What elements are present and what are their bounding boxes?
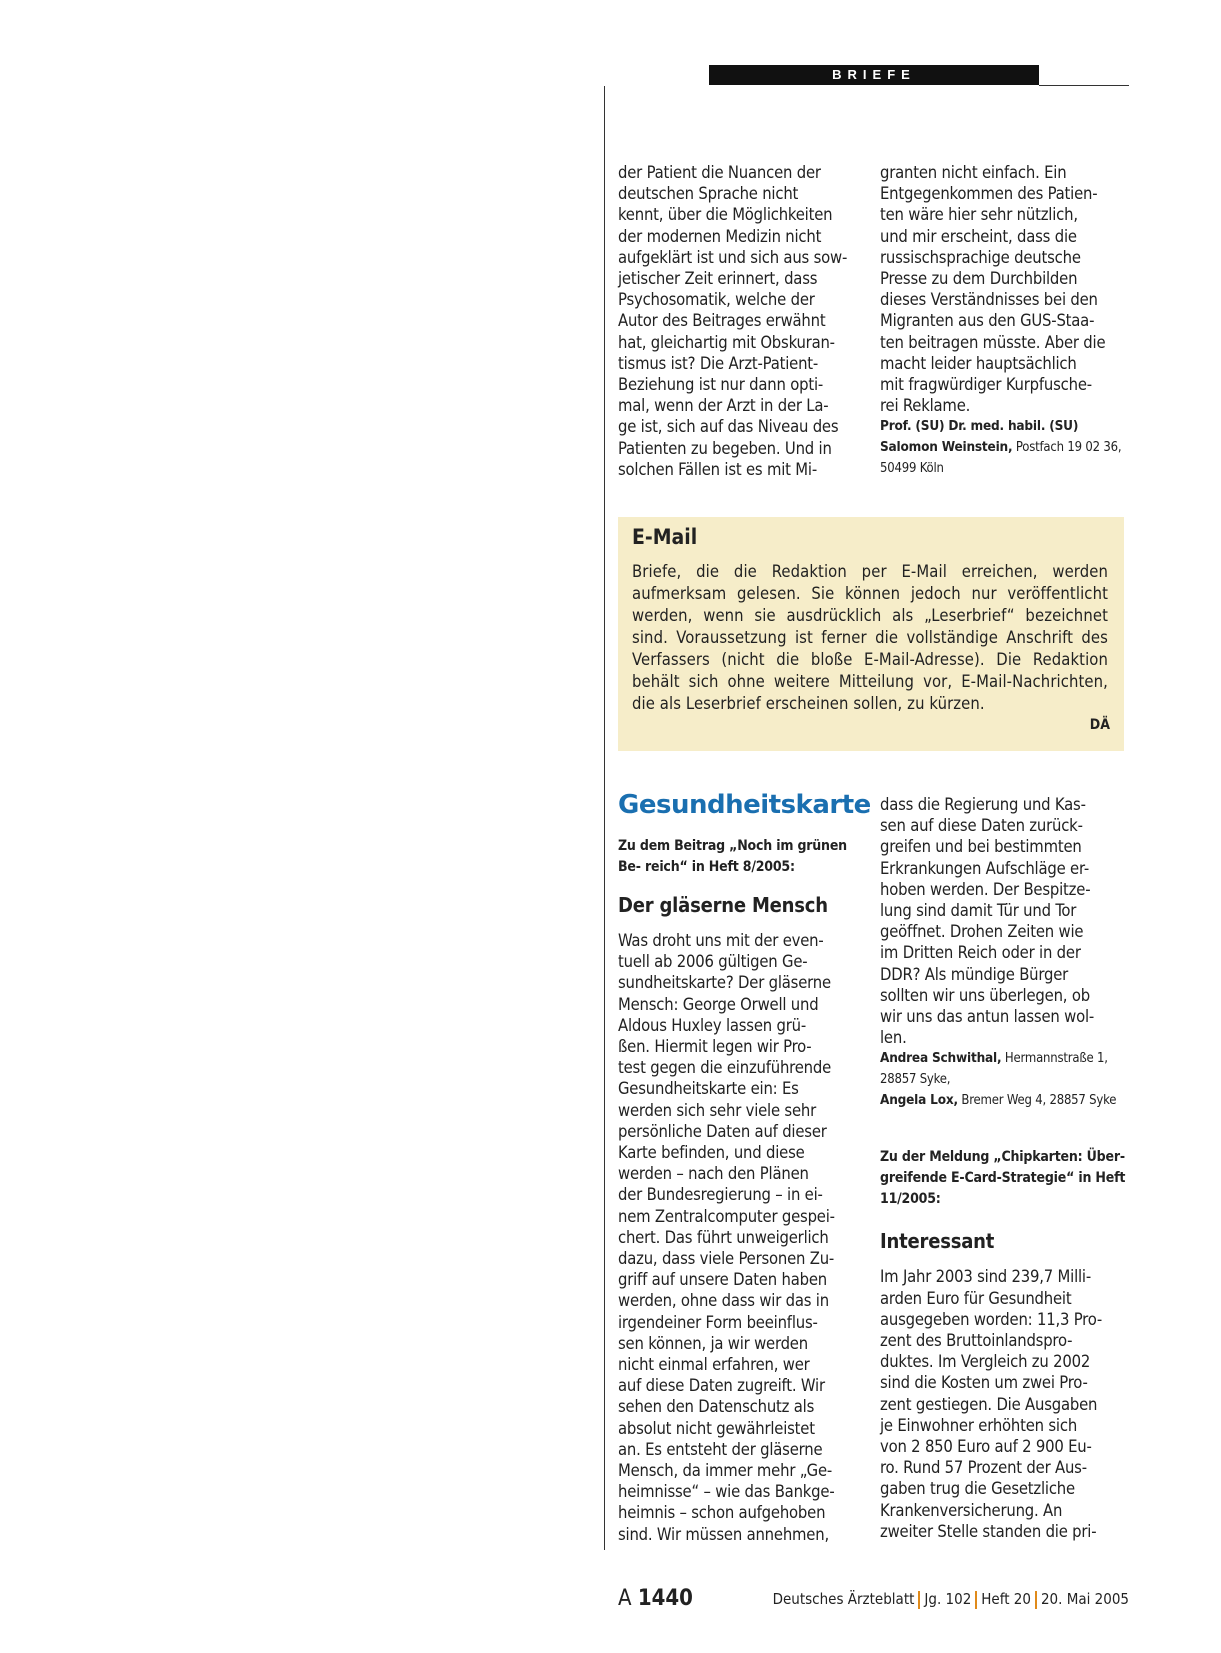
text-line: Aldous Huxley lassen grü-: [618, 1015, 806, 1035]
page-number-value: 1440: [637, 1586, 693, 1611]
text-line: arden Euro für Gesundheit: [880, 1288, 1072, 1308]
text-line: im Dritten Reich oder in der: [880, 943, 1081, 963]
text-line: mal, wenn der Arzt in der La-: [618, 396, 829, 416]
text-line: Was droht uns mit der even-: [618, 931, 824, 950]
header-rule: [1039, 85, 1129, 86]
email-box-title: E-Mail: [632, 525, 698, 549]
text-line: nicht einmal erfahren, wer: [618, 1355, 810, 1375]
sig2-address: Bremer Weg 4, 28857 Syke: [957, 1093, 1117, 1109]
section-intro2: [880, 1147, 1135, 1210]
text-line: hoben werden. Der Bespitze-: [880, 879, 1091, 899]
text-line: Mensch, da immer mehr „Ge-: [618, 1461, 833, 1481]
text-line: heimnis – schon aufgehoben: [618, 1503, 826, 1523]
text-line: greifen und bei bestimmten: [880, 837, 1082, 857]
letter1-sig-address2: 50499 Köln: [880, 461, 944, 477]
text-line: jetischer Zeit erinnert, dass: [618, 269, 818, 289]
sig1-name: Andrea Schwithal,: [880, 1050, 1002, 1067]
text-line: deutschen Sprache nicht: [618, 184, 799, 204]
column-rule: [604, 86, 605, 1550]
letter1-sig-name1: Prof. (SU) Dr. med. habil. (SU): [880, 418, 1079, 435]
letter1-sig-name2: Salomon Weinstein,: [880, 439, 1013, 456]
letter1-column2: [880, 162, 1130, 479]
text-line: Gesundheitskarte ein: Es: [618, 1079, 799, 1099]
text-line: russischsprachige deutsche: [880, 247, 1081, 267]
text-line: lung sind damit Tür und Tor: [880, 901, 1077, 921]
text-line: Psychosomatik, welche der: [618, 290, 815, 310]
text-line: persönliche Daten auf dieser: [618, 1121, 827, 1141]
text-line: sen können, ja wir werden: [618, 1333, 808, 1353]
section-subhead2: Interessant: [880, 1229, 995, 1254]
text-line: je Einwohner erhöhten sich: [880, 1415, 1078, 1435]
text-line: duktes. Im Vergleich zu 2002: [880, 1352, 1091, 1372]
text-line: len.: [880, 1028, 907, 1048]
email-notice-box: [618, 517, 1124, 751]
text-line: nem Zentralcomputer gespei-: [618, 1206, 835, 1226]
text-line: sind die Kosten um zwei Pro-: [880, 1373, 1088, 1393]
footer-separator: [1035, 1591, 1037, 1609]
text-line: dass die Regierung und Kas-: [880, 795, 1086, 814]
section-header-briefe: BRIEFE: [709, 65, 1039, 85]
text-line: dieses Verständnisses bei den: [880, 290, 1098, 310]
journal-name: Deutsches Ärzteblatt: [772, 1590, 915, 1608]
email-box-text: Briefe, die die Redaktion per E-Mail erreichen, werden aufmerksam gelesen. Sie können jedoch nur veröffentlicht werden, wenn sie ausdrücklich als „Leserbrief“ bezeichnet sind. Voraussetzung ist ferner die vollständige Anschrift des Verfassers (nicht die bloße E-Mail-Adresse). Die Redaktion behält sich ohne weitere Mitteilung vor, E-Mail-Nachrichten, die als Leserbrief erscheinen sollen, zu kürzen.: [632, 562, 1108, 713]
text-line: der Patient die Nuancen der: [618, 163, 821, 182]
text-line: werden, ohne dass wir das in: [618, 1291, 829, 1311]
date: 20. Mai 2005: [1040, 1590, 1129, 1608]
text-line: der Bundesregierung – in ei-: [618, 1185, 823, 1205]
text-line: gaben trug die Gesetzliche: [880, 1479, 1075, 1499]
footer-separator: [918, 1591, 920, 1609]
text-line: heimnisse“ – wie das Bankge-: [618, 1482, 835, 1502]
letter1-signature: [880, 416, 1130, 479]
email-box-sign: DÄ: [1089, 717, 1110, 733]
sig1-address1: Hermannstraße 1,: [1001, 1051, 1108, 1067]
text-line: sundheitskarte? Der gläserne: [618, 973, 831, 993]
text-line: sen auf diese Daten zurück-: [880, 816, 1083, 836]
letter1-sig-address1: Postfach 19 02 36,: [1012, 440, 1122, 456]
publication-info: [773, 1584, 1129, 1614]
text-line: ausgegeben worden: 11,3 Pro-: [880, 1309, 1103, 1329]
text-line: ten beitragen müsste. Aber die: [880, 332, 1106, 352]
text-line: sind. Wir müssen annehmen,: [618, 1524, 829, 1544]
section-column1: [618, 836, 868, 1545]
text-line: zweiter Stelle standen die pri-: [880, 1521, 1097, 1541]
text-line: an. Es entsteht der gläserne: [618, 1439, 823, 1459]
text-line: absolut nicht gewährleistet: [618, 1418, 815, 1438]
section-signatures: [880, 1048, 1135, 1111]
text-line: Autor des Beitrages erwähnt: [618, 311, 826, 331]
text-line: wir uns das antun lassen wol-: [880, 1007, 1095, 1027]
section-title: Gesundheitskarte: [618, 790, 871, 820]
text-line: irgendeiner Form beeinflus-: [618, 1312, 818, 1332]
volume: Jg. 102: [924, 1590, 972, 1608]
text-line: ßen. Hiermit legen wir Pro-: [618, 1037, 812, 1057]
footer-separator: [975, 1591, 977, 1609]
text-line: der modernen Medizin nicht: [618, 226, 822, 246]
section-intro1: Zu dem Beitrag „Noch im grünen Be- reich“ in Heft 8/2005:: [618, 838, 847, 875]
text-line: Migranten aus den GUS-Staa-: [880, 311, 1095, 331]
section-col2-lines: [880, 794, 1135, 1048]
text-line: ro. Rund 57 Prozent der Aus-: [880, 1458, 1087, 1478]
letter1-column1: [618, 162, 868, 480]
text-line: werden – nach den Plänen: [618, 1164, 809, 1184]
text-line: ten wäre hier sehr nützlich,: [880, 205, 1078, 225]
text-line: und mir erscheint, dass die: [880, 226, 1077, 246]
text-line: geöffnet. Drohen Zeiten wie: [880, 922, 1084, 942]
section-column2: [880, 794, 1135, 1542]
text-line: tuell ab 2006 gültigen Ge-: [618, 952, 808, 972]
text-line: Mensch: George Orwell und: [618, 994, 819, 1014]
text-line: Zu der Meldung „Chipkarten: Über-: [880, 1149, 1125, 1166]
text-line: Karte befinden, und diese: [618, 1143, 805, 1163]
text-line: mit fragwürdiger Kurpfusche-: [880, 375, 1092, 395]
text-line: rei Reklame.: [880, 396, 971, 416]
section-subhead1: Der gläserne Mensch: [618, 893, 828, 917]
text-line: hat, gleichartig mit Obskuran-: [618, 332, 835, 352]
sig1-address2: 28857 Syke,: [880, 1072, 951, 1088]
letter1-col1-lines: [618, 162, 868, 480]
text-line: Erkrankungen Aufschläge er-: [880, 858, 1089, 878]
section-col2b-lines: [880, 1266, 1135, 1542]
text-line: greifende E-Card-Strategie“ in Heft: [880, 1170, 1126, 1187]
text-line: griff auf unsere Daten haben: [618, 1270, 828, 1290]
section-col1-lines: [618, 930, 868, 1545]
text-line: solchen Fällen ist es mit Mi-: [618, 459, 817, 479]
text-line: von 2 850 Euro auf 2 900 Eu-: [880, 1437, 1092, 1457]
text-line: Patienten zu begeben. Und in: [618, 438, 832, 458]
text-line: kennt, über die Möglichkeiten: [618, 205, 833, 225]
text-line: macht leider hauptsächlich: [880, 353, 1077, 373]
text-line: 11/2005:: [880, 1191, 941, 1208]
text-line: Im Jahr 2003 sind 239,7 Milli-: [880, 1267, 1091, 1287]
text-line: Entgegenkommen des Patien-: [880, 184, 1098, 204]
text-line: tismus ist? Die Arzt-Patient-: [618, 353, 819, 373]
text-line: sollten wir uns überlegen, ob: [880, 985, 1090, 1005]
text-line: zent des Bruttoinlandspro-: [880, 1331, 1073, 1351]
text-line: ge ist, sich auf das Niveau des: [618, 417, 839, 437]
text-line: granten nicht einfach. Ein: [880, 163, 1067, 182]
issue: Heft 20: [981, 1590, 1031, 1608]
text-line: aufgeklärt ist und sich aus sow-: [618, 247, 848, 267]
text-line: dazu, dass viele Personen Zu-: [618, 1249, 835, 1269]
text-line: Beziehung ist nur dann opti-: [618, 375, 824, 395]
text-line: DDR? Als mündige Bürger: [880, 964, 1069, 984]
letter1-col2-lines: [880, 162, 1130, 416]
page-prefix: A: [618, 1586, 632, 1611]
sig2-name: Angela Lox,: [880, 1092, 958, 1109]
text-line: Krankenversicherung. An: [880, 1500, 1063, 1520]
text-line: sehen den Datenschutz als: [618, 1397, 815, 1417]
text-line: auf diese Daten zugreift. Wir: [618, 1376, 825, 1396]
text-line: chert. Das führt unweigerlich: [618, 1227, 829, 1247]
text-line: zent gestiegen. Die Ausgaben: [880, 1394, 1098, 1414]
text-line: test gegen die einzuführende: [618, 1058, 832, 1078]
page-number: [618, 1584, 693, 1614]
text-line: werden sich sehr viele sehr: [618, 1100, 817, 1120]
text-line: Presse zu dem Durchbilden: [880, 269, 1078, 289]
